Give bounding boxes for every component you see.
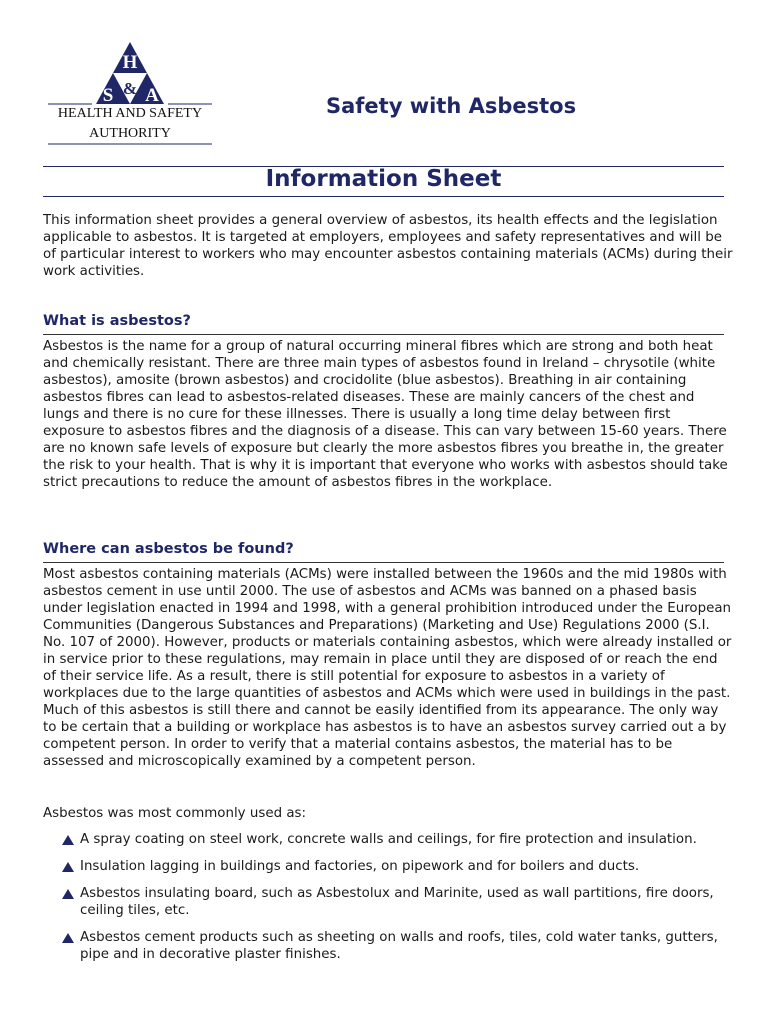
hsa-logo <box>44 40 216 150</box>
triangle-bullet-icon <box>62 835 74 845</box>
logo-letter-h: H <box>122 52 138 73</box>
triangle-bullet-icon <box>62 889 74 899</box>
list-item: A spray coating on steel work, concrete walls and ceilings, for fire protection and insulation. <box>60 831 720 848</box>
logo-org-line2: AUTHORITY <box>89 126 171 141</box>
sheet-heading: Information Sheet <box>265 166 502 192</box>
heading-rule-bottom <box>43 196 724 197</box>
intro-paragraph: This information sheet provides a general overview of asbestos, its health effects and the legislation applicable to asbestos. It is targeted at employers, employees and safety representatives and will be of particular interest to workers who may encounter asbestos containing materials (ACMs) during their work activities. <box>43 213 733 279</box>
section-rule-what <box>43 334 724 335</box>
triangle-bullet-icon <box>62 862 74 872</box>
logo-letter-s: S <box>102 85 114 106</box>
list-item: Insulation lagging in buildings and factories, on pipework and for boilers and ducts. <box>60 858 720 875</box>
section-heading-what: What is asbestos? <box>43 313 191 329</box>
list-item: Asbestos cement products such as sheeting on walls and roofs, tiles, cold water tanks, gutters, pipe and in decorative plaster finishes. <box>60 929 720 963</box>
section-heading-where: Where can asbestos be found? <box>43 541 294 557</box>
logo-ampersand: & <box>122 79 138 98</box>
usage-list <box>60 831 720 973</box>
where-paragraph: Most asbestos containing materials (ACMs) were installed between the 1960s and the mid 1980s with asbestos cement in use until 2000. The use of asbestos and ACMs was banned on a phased basis under legislation enacted in 1994 and 1998, with a general prohibition introduced under the European Communities (Dangerous Substances and Preparations) (Marketing and Use) Regulations 2000 (S.I. No. 107 of 2000). However, products or materials containing asbestos, which were already installed or in service prior to these regulations, may remain in place until they are disposed of or reach the end of their service life. As a result, there is still potential for exposure to asbestos in a variety of workplaces due to the large quantities of asbestos and ACMs which were used in buildings in the past. Much of this asbestos is still there and cannot be easily identified from its appearance. The only way to be certain that a building or workplace has asbestos is to have an asbestos survey carried out a by competent person. In order to verify that a material contains asbestos, the material has to be assessed and microscopically examined by a competent person. <box>43 567 732 769</box>
list-item: Asbestos insulating board, such as Asbestolux and Marinite, used as wall partitions, fire doors, ceiling tiles, etc. <box>60 885 720 919</box>
what-paragraph: Asbestos is the name for a group of natural occurring mineral fibres which are strong and both heat and chemically resistant. There are three main types of asbestos found in Ireland – chrysotile (white asbestos), amosite (brown asbestos) and crocidolite (blue asbestos). Breathing in air containing asbestos fibres can lead to asbestos-related diseases. These are mainly cancers of the chest and lungs and there is no cure for these illnesses. There is usually a long time delay between first exposure to asbestos fibres and the diagnosis of a disease. This can vary between 15-60 years. There are no known safe levels of exposure but clearly the more asbestos fibres you breathe in, the greater the risk to your health. That is why it is important that everyone who works with asbestos should take strict precautions to reduce the amount of asbestos fibres in the workplace. <box>43 339 728 490</box>
section-rule-where <box>43 562 724 563</box>
list-intro: Asbestos was most commonly used as: <box>43 806 307 821</box>
logo-org-line1: HEALTH AND SAFETY <box>57 106 203 121</box>
logo-letter-a: A <box>145 85 159 106</box>
document-title: Safety with Asbestos <box>326 94 577 118</box>
triangle-bullet-icon <box>62 933 74 943</box>
